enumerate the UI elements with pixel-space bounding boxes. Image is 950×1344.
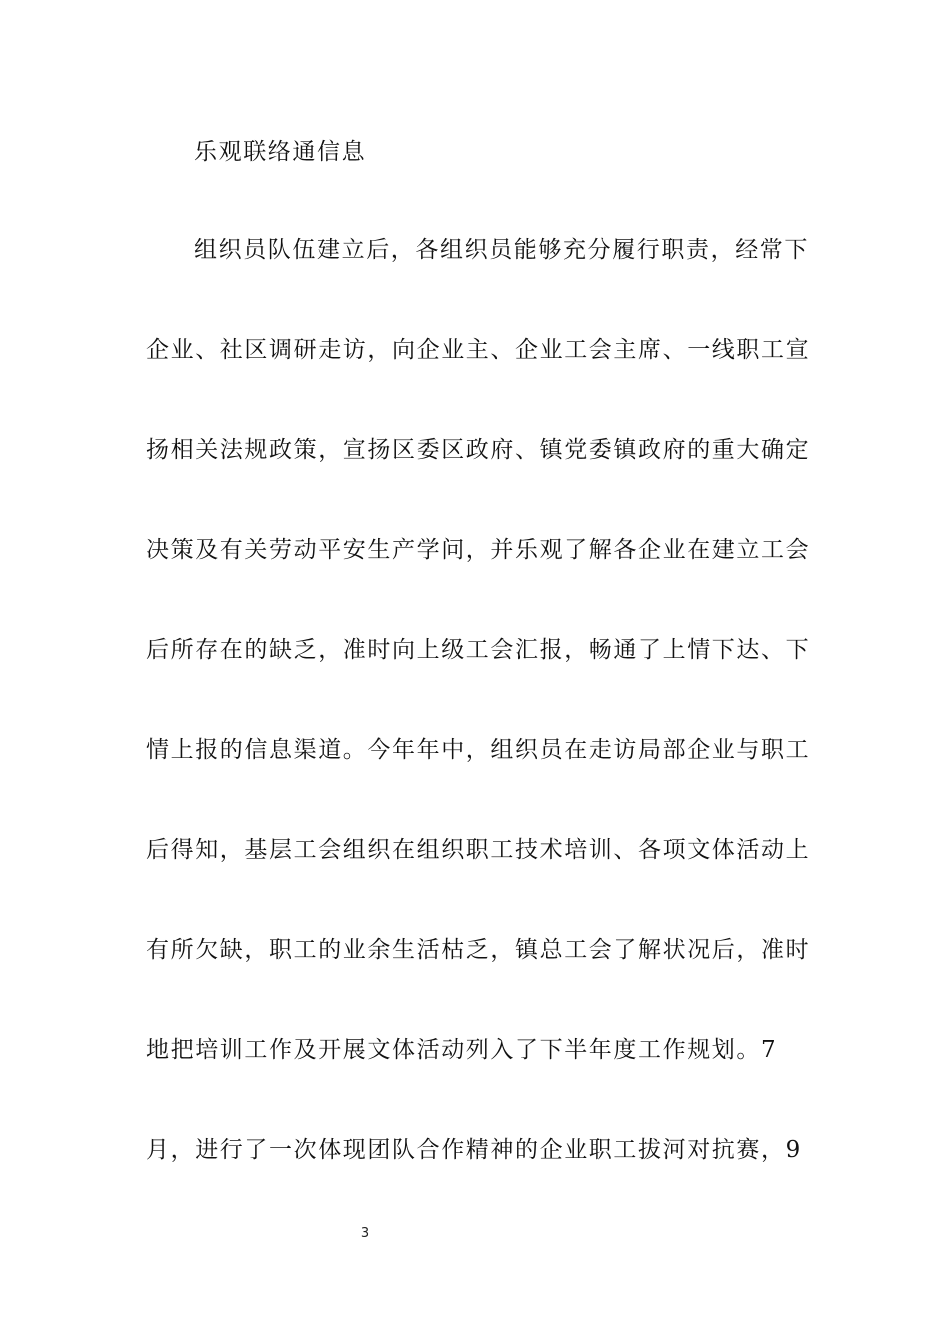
paragraph-line-4: 决策及有关劳动平安生产学问，并乐观了解各企业在建立工会 — [146, 537, 811, 563]
paragraph-line-3: 扬相关法规政策，宣扬区委区政府、镇党委镇政府的重大确定 — [146, 437, 811, 463]
paragraph-line-6: 情上报的信息渠道。今年年中，组织员在走访局部企业与职工 — [146, 737, 811, 763]
paragraph-line-9: 地把培训工作及开展文体活动列入了下半年度工作规划。7 — [146, 1037, 778, 1063]
paragraph-line-5: 后所存在的缺乏，准时向上级工会汇报，畅通了上情下达、下 — [146, 637, 811, 663]
paragraph-line-10: 月，进行了一次体现团队合作精神的企业职工拔河对抗赛，9 — [146, 1137, 802, 1163]
paragraph-line-1: 组织员队伍建立后，各组织员能够充分履行职责，经常下 — [194, 237, 809, 263]
paragraph-line-2: 企业、社区调研走访，向企业主、企业工会主席、一线职工宣 — [146, 337, 811, 363]
page-number: 3 — [360, 1226, 370, 1241]
paragraph-line-7: 后得知，基层工会组织在组织职工技术培训、各项文体活动上 — [146, 837, 811, 863]
section-heading: 乐观联络通信息 — [194, 139, 367, 165]
paragraph-line-8: 有所欠缺，职工的业余生活枯乏，镇总工会了解状况后，准时 — [146, 937, 811, 963]
